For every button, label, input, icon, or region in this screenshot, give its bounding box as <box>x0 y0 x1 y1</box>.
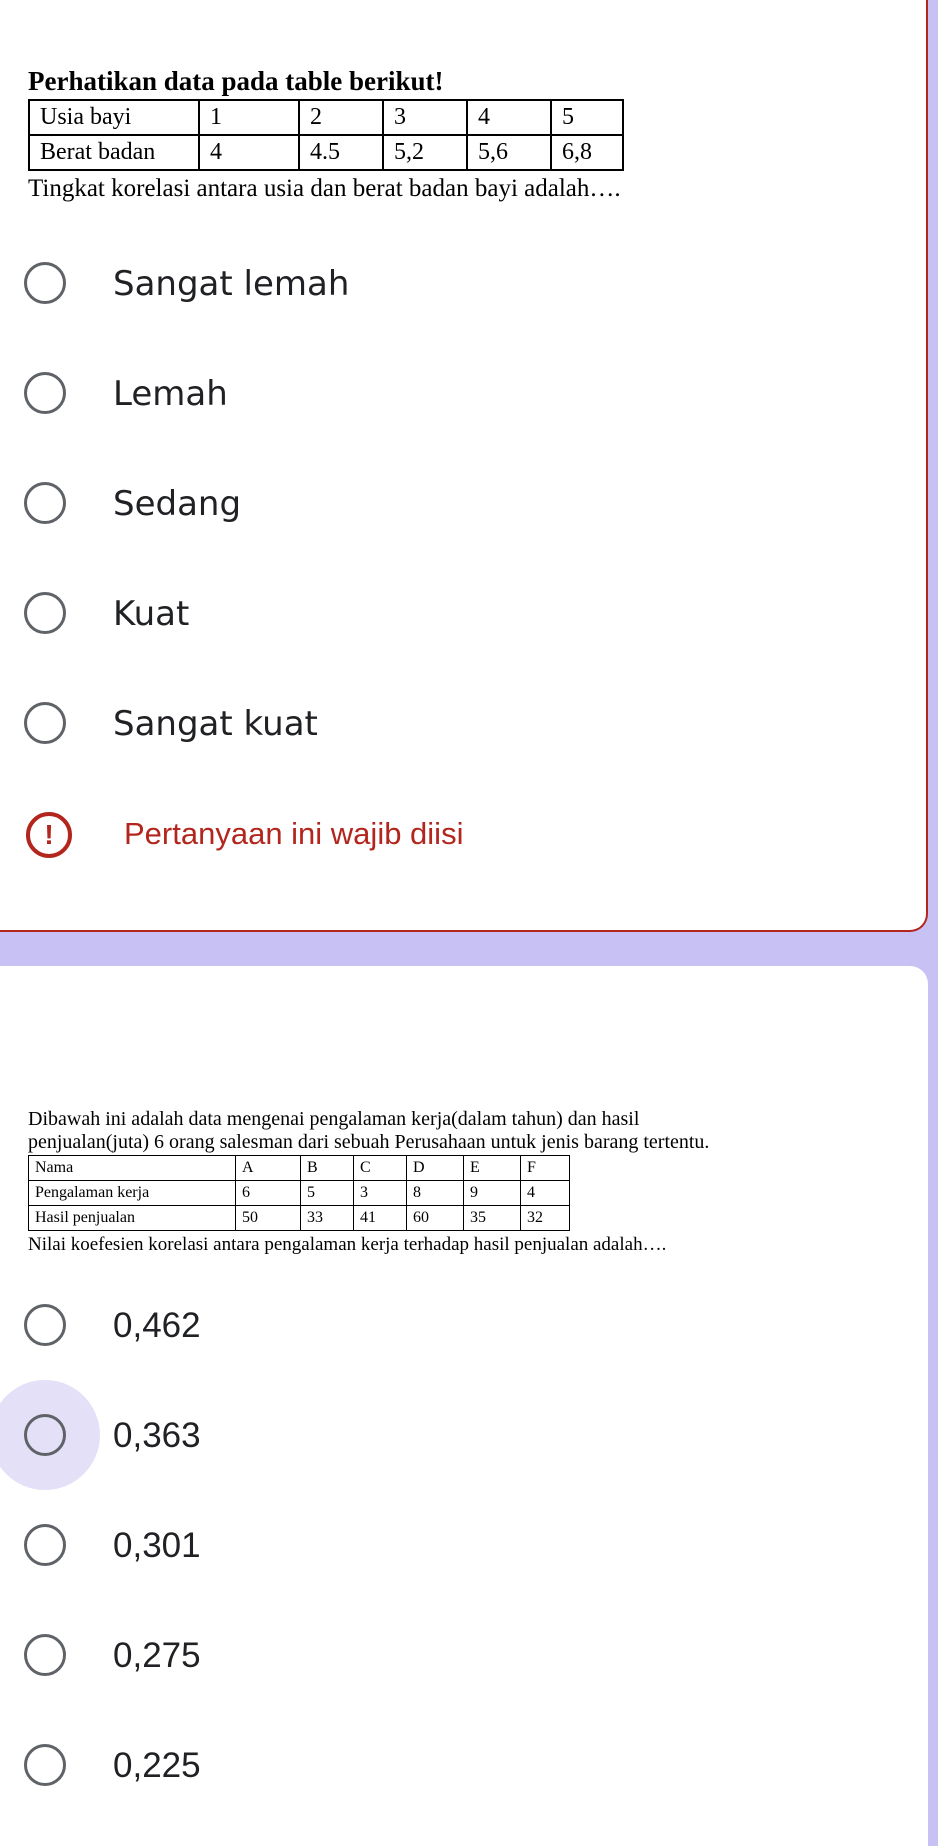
error-message: Pertanyaan ini wajib diisi <box>124 816 464 851</box>
option-0363[interactable] <box>0 1380 900 1490</box>
option-0301[interactable] <box>0 1490 900 1600</box>
option-0462[interactable] <box>0 1270 900 1380</box>
table-cell: 4 <box>199 135 299 170</box>
question-1-prompt: Tingkat korelasi antara usia dan berat badan bayi adalah…. <box>28 175 621 202</box>
option-label: Sangat kuat <box>113 704 318 744</box>
option-label: Sangat lemah <box>113 264 350 304</box>
question-2-options <box>0 1270 900 1820</box>
option-label: 0,363 <box>113 1416 201 1455</box>
table-row <box>29 1206 570 1231</box>
table-cell: 5 <box>301 1181 354 1206</box>
question-1-options <box>0 228 900 778</box>
table-cell: 2 <box>299 100 383 135</box>
table-row <box>29 100 623 135</box>
table-cell: A <box>236 1156 301 1181</box>
table-cell: 5,2 <box>383 135 467 170</box>
option-sedang[interactable] <box>0 448 900 558</box>
option-label: Kuat <box>113 594 190 634</box>
table-cell: 60 <box>407 1206 464 1231</box>
radio-circle-icon[interactable] <box>24 1744 66 1786</box>
table-cell: 32 <box>521 1206 570 1231</box>
radio-circle-icon[interactable] <box>24 702 66 744</box>
intro-line: penjualan(juta) 6 orang salesman dari sebuah Perusahaan untuk jenis barang tertentu. <box>28 1131 710 1153</box>
error-icon: ! <box>26 812 72 858</box>
question-1-table <box>28 99 624 171</box>
table-cell: 8 <box>407 1181 464 1206</box>
radio-circle-icon[interactable] <box>24 262 66 304</box>
table-cell: Nama <box>29 1156 236 1181</box>
radio-circle-icon[interactable] <box>24 1524 66 1566</box>
table-cell: B <box>301 1156 354 1181</box>
table-cell: 1 <box>199 100 299 135</box>
table-cell: 6,8 <box>551 135 623 170</box>
radio-circle-icon[interactable] <box>24 1304 66 1346</box>
option-sangat-lemah[interactable] <box>0 228 900 338</box>
table-cell: D <box>407 1156 464 1181</box>
table-cell: 33 <box>301 1206 354 1231</box>
question-2-table <box>28 1155 570 1231</box>
option-label: Sedang <box>113 484 242 524</box>
option-label: Lemah <box>113 374 228 414</box>
radio-circle-icon[interactable] <box>24 1414 66 1456</box>
table-cell: Usia bayi <box>29 100 199 135</box>
table-cell: 3 <box>383 100 467 135</box>
table-cell: Pengalaman kerja <box>29 1181 236 1206</box>
question-1-image <box>28 66 624 203</box>
option-label: 0,225 <box>113 1746 201 1785</box>
table-cell: 4 <box>467 100 551 135</box>
table-cell: 5 <box>551 100 623 135</box>
intro-line: Dibawah ini adalah data mengenai pengalaman kerja(dalam tahun) dan hasil <box>28 1108 640 1130</box>
table-cell: 50 <box>236 1206 301 1231</box>
table-cell: Berat badan <box>29 135 199 170</box>
question-2-prompt: Nilai koefesien korelasi antara pengalaman kerja terhadap hasil penjualan adalah…. <box>28 1234 667 1255</box>
table-cell: 6 <box>236 1181 301 1206</box>
question-2-image <box>28 1108 709 1256</box>
radio-circle-icon[interactable] <box>24 1634 66 1676</box>
question-1-heading: Perhatikan data pada table berikut! <box>28 66 444 96</box>
table-cell: 35 <box>464 1206 521 1231</box>
table-cell: 3 <box>354 1181 407 1206</box>
option-label: 0,301 <box>113 1526 201 1565</box>
table-cell: Hasil penjualan <box>29 1206 236 1231</box>
radio-circle-icon[interactable] <box>24 372 66 414</box>
table-row <box>29 1181 570 1206</box>
question-2-intro <box>28 1108 709 1154</box>
table-cell: 41 <box>354 1206 407 1231</box>
table-cell: 4.5 <box>299 135 383 170</box>
table-cell: 9 <box>464 1181 521 1206</box>
table-cell: E <box>464 1156 521 1181</box>
option-label: 0,462 <box>113 1306 201 1345</box>
option-sangat-kuat[interactable] <box>0 668 900 778</box>
option-0275[interactable] <box>0 1600 900 1710</box>
option-kuat[interactable] <box>0 558 900 668</box>
radio-circle-icon[interactable] <box>24 592 66 634</box>
table-cell: 5,6 <box>467 135 551 170</box>
table-row <box>29 135 623 170</box>
option-label: 0,275 <box>113 1636 201 1675</box>
table-row <box>29 1156 570 1181</box>
table-cell: F <box>521 1156 570 1181</box>
table-cell: C <box>354 1156 407 1181</box>
option-0225[interactable] <box>0 1710 900 1820</box>
option-lemah[interactable] <box>0 338 900 448</box>
table-cell: 4 <box>521 1181 570 1206</box>
radio-circle-icon[interactable] <box>24 482 66 524</box>
